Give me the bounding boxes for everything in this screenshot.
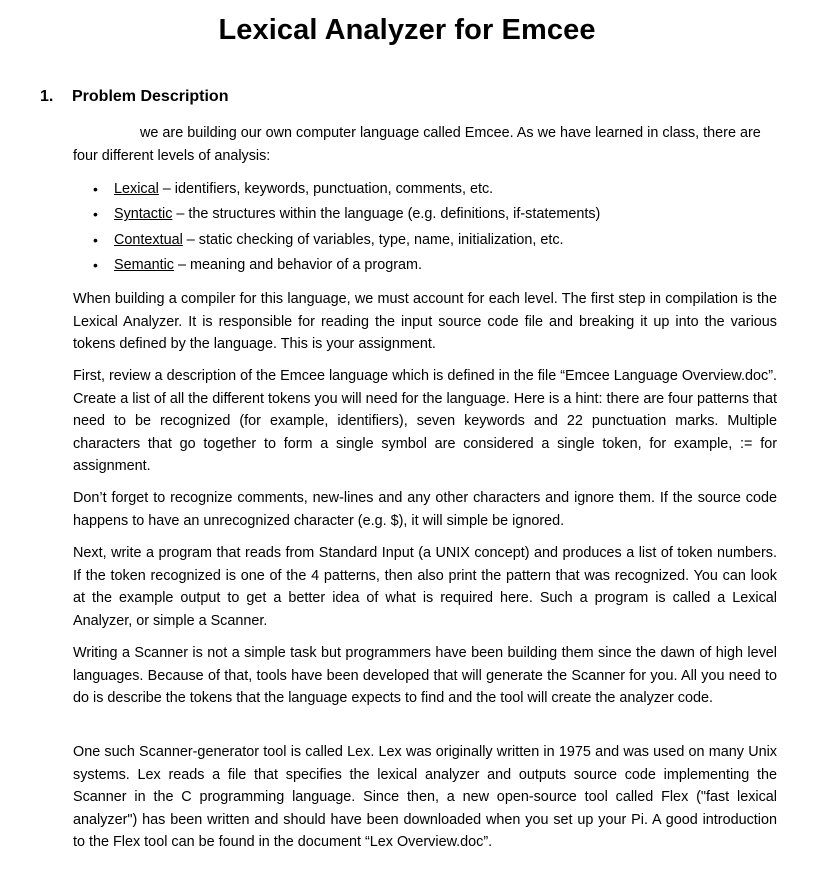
paragraph-review-language: First, review a description of the Emcee language which is defined in the file “Emcee Language Overview.doc”. Create a list of all the different tokens you will need for the language. Here is a hint: there are four patterns that need to be recognized (for example, identifiers), seven keywords and 22 punctuation marks. Multiple characters that go together to form a single symbol are considered a single token, for example, := for assignment. [73,368,777,474]
bullet-icon: • [93,181,98,197]
list-item [93,202,783,227]
intro-paragraph: we are building our own computer language called Emcee. As we have learned in class, there are four different levels of analysis: [73,125,761,164]
level-description: – meaning and behavior of a program. [174,256,422,273]
section-title: Problem Description [72,88,229,105]
level-term: Lexical [114,181,159,197]
bullet-icon: • [93,256,98,273]
level-description: – static checking of variables, type, name, initialization, etc. [182,231,564,248]
paragraph-ignore-comments: Don’t forget to recognize comments, new-lines and any other characters and ignore them. If the source code happens to have an unrecognized character (e.g. $), it will simple be ignored. [73,490,777,529]
level-term: Syntactic [114,206,173,223]
paragraph-write-program: Next, write a program that reads from Standard Input (a UNIX concept) and produces a list of token numbers. If the token recognized is one of the 4 patterns, then also print the pattern that was recognized. You can look at the example output to get a better idea of what is required here. Such a program is called a Lexical Analyzer, or simple a Scanner. [73,545,777,629]
level-term: Semantic [114,256,174,273]
bullet-icon: • [93,231,98,248]
level-description: – identifiers, keywords, punctuation, comments, etc. [158,181,494,197]
level-term: Contextual [114,231,183,248]
level-description: – the structures within the language (e.g. definitions, if-statements) [172,206,601,223]
list-item [93,253,783,278]
section-heading [40,88,228,106]
paragraph-compiler-steps: When building a compiler for this language, we must account for each level. The first step in compilation is the Lexical Analyzer. It is responsible for reading the input source code file and breaking it up into the various tokens defined by the language. This is your assignment. [73,291,777,352]
document-title: Lexical Analyzer for Emcee [218,14,596,46]
section-number: 1. [40,88,54,105]
list-item [93,177,783,202]
paragraph-lex-flex: One such Scanner-generator tool is called Lex. Lex was originally written in 1975 and was used on many Unix systems. Lex reads a file that specifies the lexical analyzer and outputs source code implementing the Scanner in the C programming language. Since then, a new open-source tool called Flex ("fast lexical analyzer") has been written and should have been downloaded when you set up your Pi. A good introduction to the Flex tool can be found in the document “Lex Overview.doc”. [73,744,777,850]
analysis-levels-list [93,177,783,278]
paragraph-scanner-tools: Writing a Scanner is not a simple task but programmers have been building them since the dawn of high level languages. Because of that, tools have been developed that will generate the Scanner for you. All you need to do is describe the tokens that the language expects to find and the tool will create the analyzer code. [73,645,777,706]
bullet-icon: • [93,206,98,223]
list-item [93,228,783,253]
